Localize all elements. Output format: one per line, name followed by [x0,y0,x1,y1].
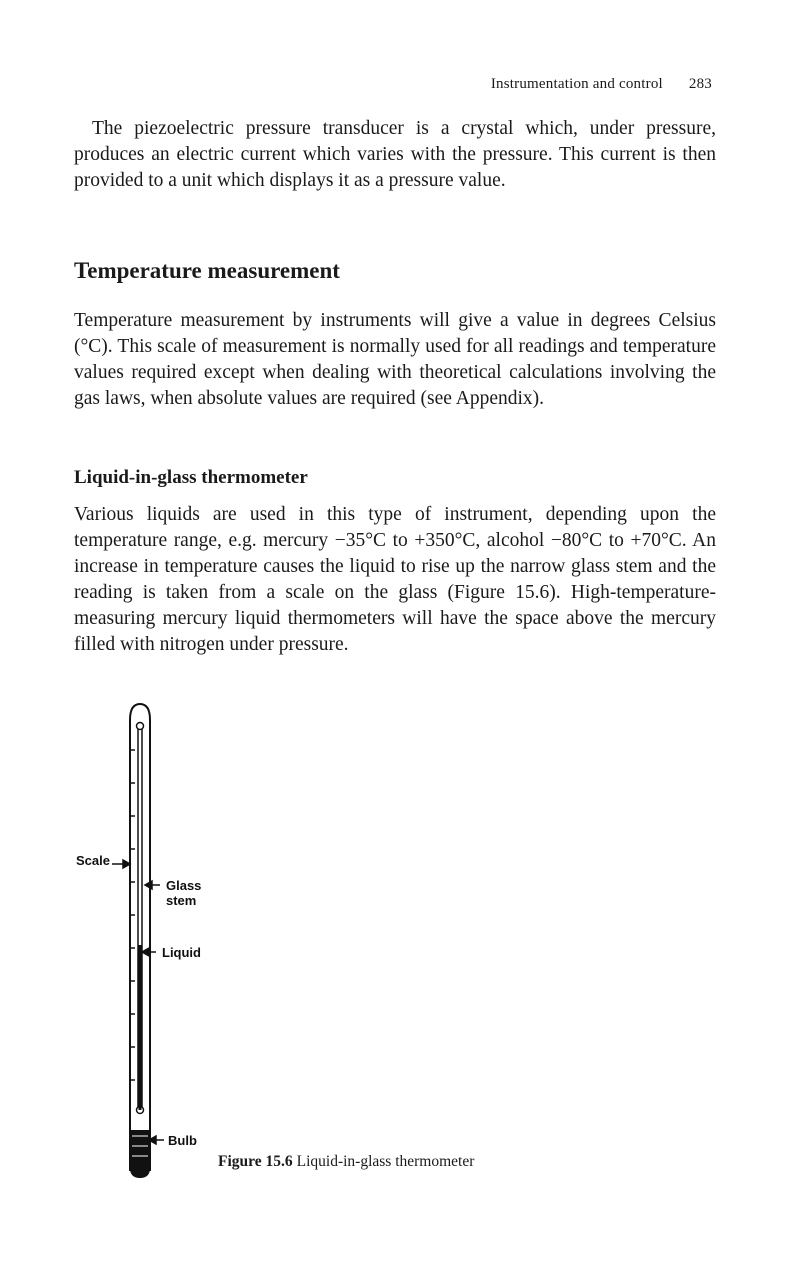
scale-label: Scale [76,853,110,868]
liquid-label: Liquid [162,945,201,960]
glass-stem-label-line2: stem [166,893,197,908]
glass-stem-label-line1: Glass [166,878,202,893]
paragraph-piezoelectric: The piezoelectric pressure transducer is a crystal which, under pressure, produces an electric current which varies with the pressure. This current is then provided to a unit which displays it as a pressure value. [74,118,716,191]
paragraph-temperature-intro: Temperature measurement by instruments will give a value in degrees Celsius (°C). This scale of measurement is normally used for all readings and temperature values required except when dealing with theoretical calculations involving the gas laws, when absolute values are required (see Appendix). [74,310,716,409]
subsection-heading: Liquid-in-glass thermometer [74,467,308,488]
figure-number: Figure 15.6 [218,1153,293,1170]
running-title: Instrumentation and control [490,76,663,92]
thermometer-figure [60,690,260,1180]
running-head [0,76,712,93]
figure-caption-text: Liquid-in-glass thermometer [296,1153,475,1170]
figure-caption [218,1153,474,1171]
thermometer-illustration [60,690,260,1180]
bulb-label: Bulb [168,1133,197,1148]
paragraph-liquid-in-glass: Various liquids are used in this type of instrument, depending upon the temperature range, e.g. mercury −35°C to +350°C, alcohol −80°C to +70°C. An increase in temperature causes the liquid to rise up the narrow glass stem and the reading is taken from a scale on the glass (Figure 15.6). High-temperature-measuring mercury liquid thermometers will have the space above the mercury filled with nitrogen under pressure. [74,504,716,655]
page-number: 283 [688,76,712,92]
section-heading: Temperature measurement [74,258,340,283]
